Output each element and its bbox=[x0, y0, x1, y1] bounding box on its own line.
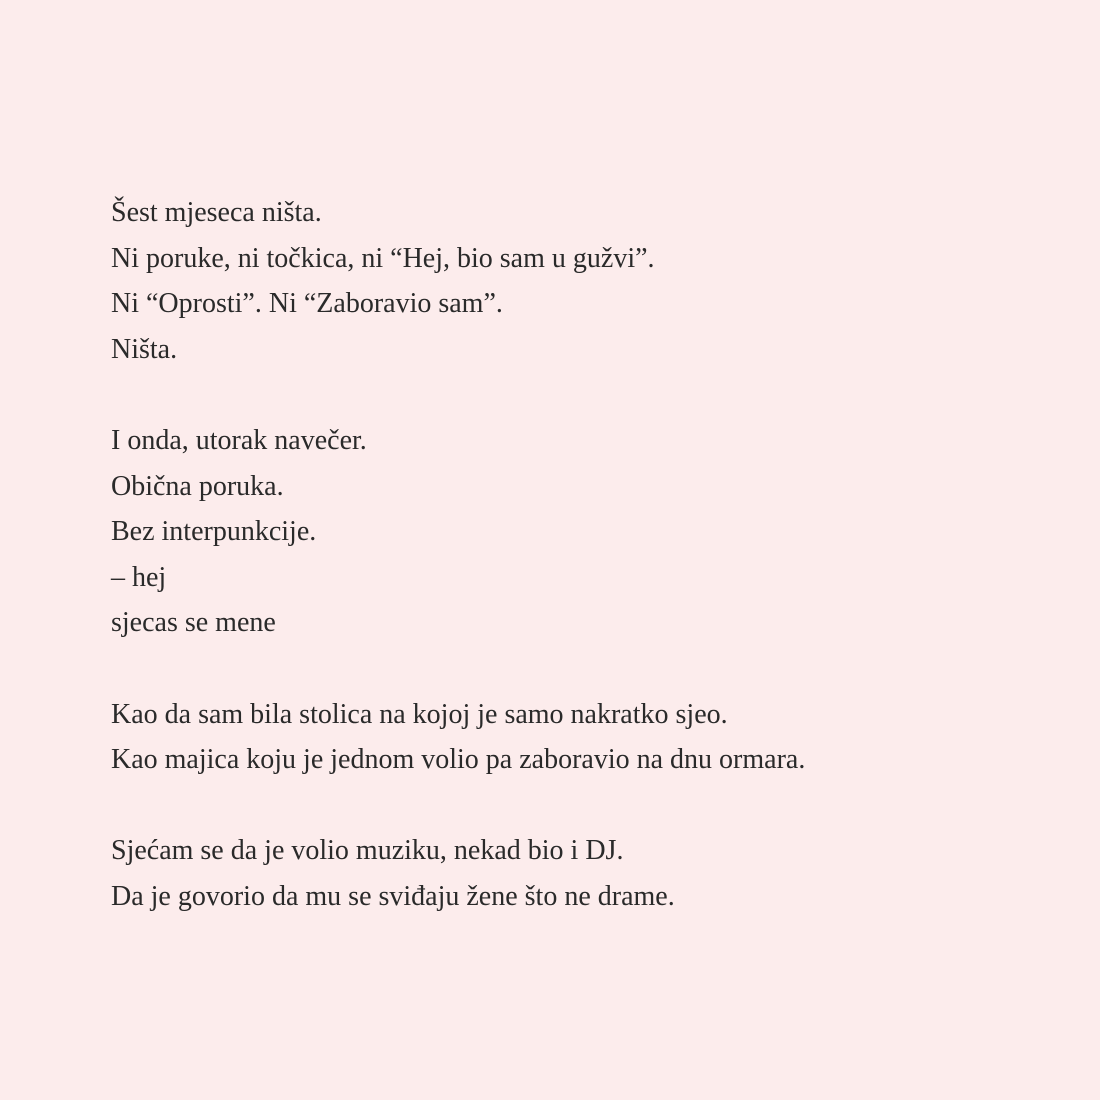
text-line: Ništa. bbox=[111, 333, 178, 365]
text-line: sjecas se mene bbox=[111, 607, 276, 639]
text-line: Sjećam se da je volio muziku, nekad bio i DJ. bbox=[111, 835, 624, 867]
text-line: Kao da sam bila stolica na kojoj je samo nakratko sjeo. bbox=[111, 698, 728, 730]
stanza-3 bbox=[111, 692, 1011, 783]
text-line: Ni poruke, ni točkica, ni “Hej, bio sam u gužvi”. bbox=[111, 242, 655, 274]
text-line: – hej bbox=[111, 561, 167, 593]
poem-text bbox=[111, 190, 1011, 920]
text-line: Šest mjeseca ništa. bbox=[111, 197, 322, 228]
stanza-4 bbox=[111, 828, 1011, 919]
stanza-2 bbox=[111, 418, 1011, 646]
text-line: Da je govorio da mu se sviđaju žene što ne drame. bbox=[111, 880, 675, 912]
text-line: Ni “Oprosti”. Ni “Zaboravio sam”. bbox=[111, 288, 503, 320]
stanza-1 bbox=[111, 190, 1011, 372]
text-line: Obična poruka. bbox=[111, 470, 284, 502]
text-line: Kao majica koju je jednom volio pa zaboravio na dnu ormara. bbox=[111, 744, 806, 776]
text-line: I onda, utorak navečer. bbox=[111, 424, 367, 456]
text-line: Bez interpunkcije. bbox=[111, 516, 317, 548]
